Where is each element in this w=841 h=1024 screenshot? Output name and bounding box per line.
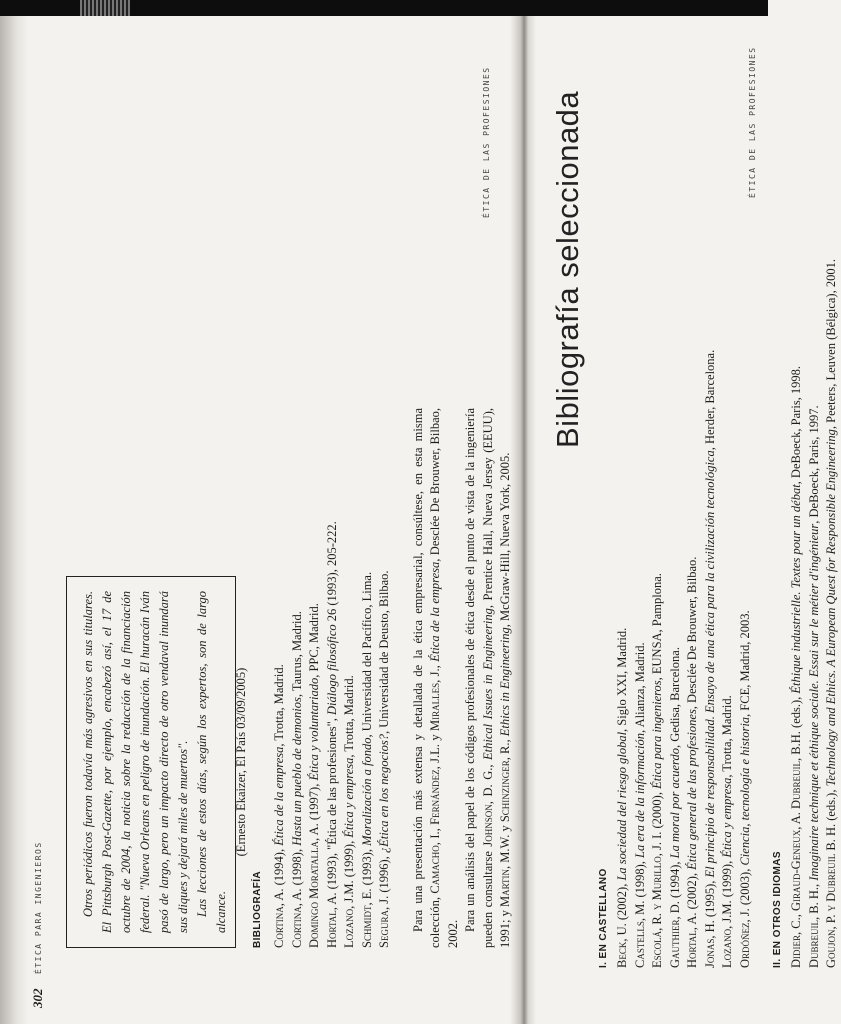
- reference-entry: Segura, J. (1996), ¿Ética en los negocios?, Universidad de Deusto, Bilbao.: [377, 570, 391, 948]
- bibliography-section: [598, 148, 841, 968]
- reference-entry: Schmidt, E. (1993), Moralización a fondo, Universidad del Pacífico, Lima.: [359, 571, 374, 948]
- reference-entry: Didier, C., Giraud-Geneux, A. Dubreuil, B.H. (eds.), Éthique industrielle. Textes pour un débat, DeBoeck, Paris, 1998.: [789, 365, 803, 968]
- page-title: Bibliografía seleccionada: [550, 90, 585, 448]
- running-head: ÉTICA DE LAS PROFESIONES: [748, 46, 757, 198]
- section-title: II. EN OTROS IDIOMAS: [772, 851, 783, 968]
- reference-list: [788, 148, 841, 968]
- reference-entry: Escolá, R. y Murillo, J. I. (2000), Ética para ingenieros, EUNSA, Pamplona.: [650, 573, 664, 968]
- section-title: BIBLIOGRAFÍA: [252, 870, 263, 948]
- reference-entry: Gauthier, D. (1994), La moral por acuerdo, Gedisa, Barcelona.: [667, 647, 682, 968]
- bibliography-section: [252, 408, 515, 948]
- paragraph: Para una presentación más extensa y detallada de la ética empresarial, consúltese, en esta misma colección, Camacho, I., Fernández, J.L. y Miralles, J., Ética de la empresa, Desclée De Brouwer, Bilbao, 2002.: [410, 408, 460, 948]
- reference-entry: Domingo Moratalla, A. (1997), Ética y voluntariado, PPC, Madrid.: [307, 603, 321, 948]
- reference-list: [614, 148, 754, 968]
- left-page: [30, 36, 510, 1008]
- scan-artifact: [80, 0, 130, 16]
- reference-entry: Dubreuil, B. H., Imaginaire technique et éthique sociale. Essai sur le métier d'ingénieur, DeBoeck, Paris, 1997.: [806, 405, 821, 968]
- section-title: I. EN CASTELLANO: [598, 868, 609, 968]
- running-footer: ÉTICA DE LAS PROFESIONES: [482, 66, 491, 218]
- scan-top-border: [0, 0, 768, 16]
- quote-citation: (Ernesto Ekaizer, El País 03/09/2005): [234, 667, 248, 857]
- right-page: [542, 36, 838, 1008]
- reference-entry: Castells, M. (1998), La era de la información, Alianza, Madrid.: [632, 642, 647, 968]
- reference-entry: Cortina, A. (1994), Ética de la empresa, Trotta, Madrid.: [272, 664, 286, 948]
- page-number: 302: [30, 988, 45, 1008]
- reference-entry: Hortal, A. (2002), Ética general de las profesiones, Desclée De Brouwer, Bilbao.: [685, 556, 699, 968]
- quote-paragraph: Las lecciones de estos días, según los expertos, son de largo alcance.: [195, 591, 228, 933]
- reference-entry: Cortina, A. (1998), Hasta un pueblo de demonios, Taurus, Madrid.: [289, 611, 304, 948]
- reference-entry: Lozano, J.M. (1999), Ética y empresa, Trotta, Madrid.: [720, 695, 734, 968]
- reference-entry: Hortal, A. (1993), "Ética de las profesiones", Diálogo filosófico 26 (1993), 205-222.: [324, 521, 339, 948]
- quote-box: [66, 576, 248, 948]
- reference-entry: Ordóñez, J. (2003), Ciencia, tecnología e historia, FCE, Madrid, 2003.: [737, 610, 752, 968]
- reference-entry: Lozano, J.M. (1999), Ética y empresa, Trotta, Madrid.: [342, 675, 356, 948]
- page-edge-shadow: [0, 16, 28, 1024]
- reference-entry: Beck, U. (2002), La sociedad del riesgo global, Siglo XXI, Madrid.: [615, 627, 629, 968]
- running-head: ÉTICA PARA INGENIEROS: [34, 841, 43, 974]
- reference-list: [271, 408, 394, 948]
- reference-entry: Jonas, H. (1995), El principio de responsabilidad. Ensayo de una ética para la civilización tecnológica, Herder, Barcelona.: [702, 349, 717, 968]
- quote-paragraph: Otros periódicos fueron todavía más agresivos en sus titulares. El Pittsburgh Post-Gazette, por ejemplo, encabezó así, el 17 de octubre de 2004, la noticia sobre la reducción de la financiación federal. "Nueva Orleans en peligro de inundación. El huracán Iván pasó de largo, pero un impacto directo de otro vendaval inundará sus diques y dejará miles de muertos".: [81, 591, 190, 933]
- paragraph: Para un análisis del papel de los códigos profesionales de ética desde el punto de vista de la ingeniería pueden consultarse Johnson, D. G., Ethical Issues in Engineering, Prentice Hall, Nueva Jersey (EEUU), 1991; y Martin, M.W. y Schinzinger, R., Ethics in Engineering, McGraw-Hill, Nueva York, 2005.: [463, 407, 512, 948]
- reference-entry: Goujon, P. y Dubreuil B. H. (eds.), Technology and Ethics. A European Quest for Responsible Engineering, Peeters, Leuven (Bélgica), 2001.: [824, 259, 838, 968]
